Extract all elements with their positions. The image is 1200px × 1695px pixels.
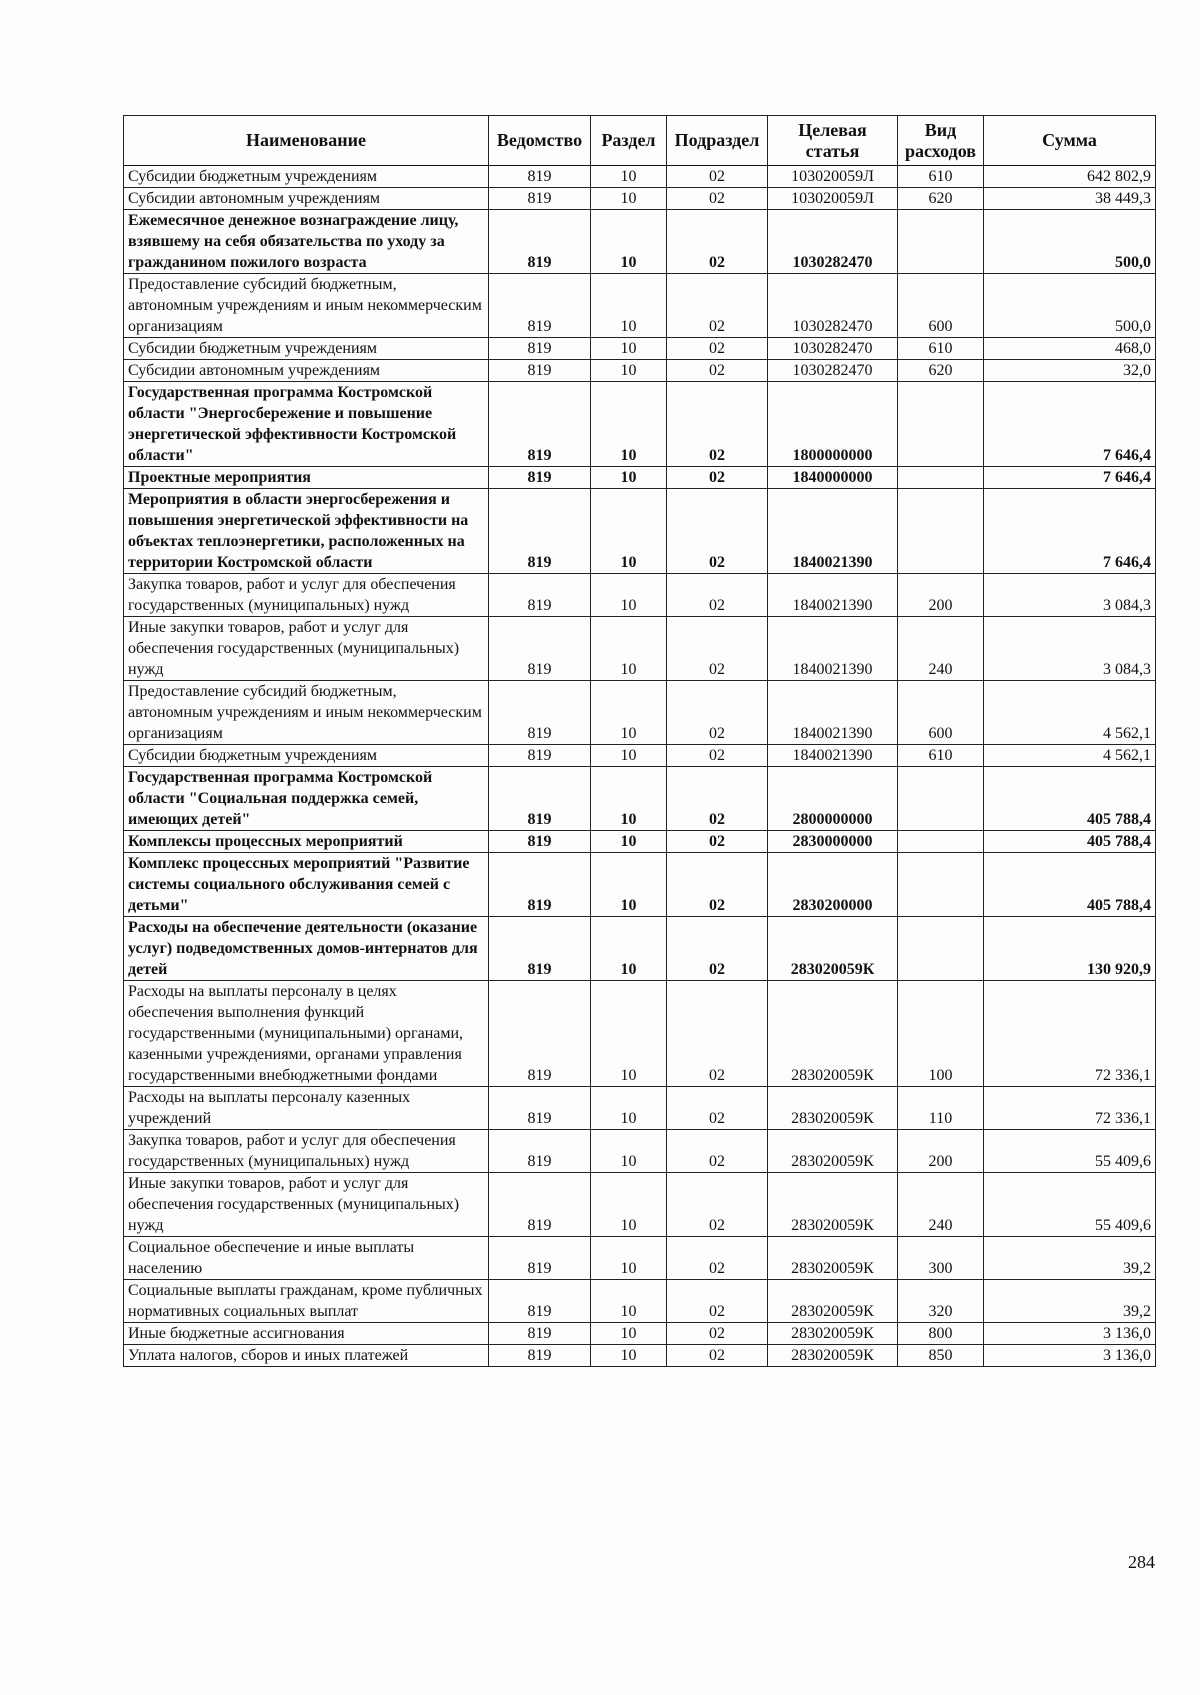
table-row	[124, 360, 1156, 382]
table-row	[124, 1130, 1156, 1173]
cell-vedomstvo: 819	[489, 338, 591, 360]
header-vid: Вид расходов	[898, 116, 984, 166]
table-row	[124, 166, 1156, 188]
cell-podrazdel: 02	[667, 981, 768, 1087]
cell-podrazdel: 02	[667, 210, 768, 274]
cell-target: 1030282470	[768, 360, 898, 382]
cell-razdel: 10	[591, 1173, 667, 1237]
cell-razdel: 10	[591, 681, 667, 745]
cell-sum: 39,2	[984, 1237, 1156, 1280]
cell-target: 103020059Л	[768, 166, 898, 188]
table-row	[124, 745, 1156, 767]
cell-podrazdel: 02	[667, 1345, 768, 1367]
cell-target: 283020059К	[768, 1237, 898, 1280]
cell-vedomstvo: 819	[489, 489, 591, 574]
budget-table	[123, 115, 1156, 1367]
cell-sum: 7 646,4	[984, 467, 1156, 489]
cell-razdel: 10	[591, 210, 667, 274]
cell-target: 1800000000	[768, 382, 898, 467]
cell-sum: 405 788,4	[984, 831, 1156, 853]
cell-name: Проектные мероприятия	[124, 467, 489, 489]
cell-vedomstvo: 819	[489, 853, 591, 917]
cell-sum: 55 409,6	[984, 1173, 1156, 1237]
cell-name: Иные бюджетные ассигнования	[124, 1323, 489, 1345]
cell-vid: 600	[898, 274, 984, 338]
cell-vid: 600	[898, 681, 984, 745]
cell-vedomstvo: 819	[489, 767, 591, 831]
cell-razdel: 10	[591, 467, 667, 489]
cell-podrazdel: 02	[667, 617, 768, 681]
cell-razdel: 10	[591, 1087, 667, 1130]
cell-podrazdel: 02	[667, 1237, 768, 1280]
cell-name: Расходы на выплаты персоналу казенных учреждений	[124, 1087, 489, 1130]
cell-vid	[898, 917, 984, 981]
header-row	[124, 116, 1156, 166]
cell-target: 1840021390	[768, 489, 898, 574]
table-row	[124, 617, 1156, 681]
cell-name: Закупка товаров, работ и услуг для обеспечения государственных (муниципальных) нужд	[124, 574, 489, 617]
cell-vid: 320	[898, 1280, 984, 1323]
cell-sum: 130 920,9	[984, 917, 1156, 981]
cell-razdel: 10	[591, 338, 667, 360]
cell-vedomstvo: 819	[489, 745, 591, 767]
cell-razdel: 10	[591, 917, 667, 981]
cell-vedomstvo: 819	[489, 1323, 591, 1345]
cell-razdel: 10	[591, 382, 667, 467]
table-row	[124, 1237, 1156, 1280]
cell-podrazdel: 02	[667, 489, 768, 574]
cell-vid	[898, 489, 984, 574]
cell-razdel: 10	[591, 767, 667, 831]
cell-podrazdel: 02	[667, 1323, 768, 1345]
table-row	[124, 1087, 1156, 1130]
header-sum: Сумма	[984, 116, 1156, 166]
cell-vid	[898, 210, 984, 274]
cell-vid: 300	[898, 1237, 984, 1280]
cell-podrazdel: 02	[667, 917, 768, 981]
table-row	[124, 210, 1156, 274]
cell-podrazdel: 02	[667, 467, 768, 489]
cell-vedomstvo: 819	[489, 188, 591, 210]
table-row	[124, 382, 1156, 467]
cell-sum: 500,0	[984, 210, 1156, 274]
cell-razdel: 10	[591, 617, 667, 681]
cell-sum: 32,0	[984, 360, 1156, 382]
cell-vid: 620	[898, 188, 984, 210]
cell-vedomstvo: 819	[489, 617, 591, 681]
table-row	[124, 917, 1156, 981]
cell-vedomstvo: 819	[489, 1087, 591, 1130]
cell-vid: 240	[898, 1173, 984, 1237]
cell-name: Иные закупки товаров, работ и услуг для обеспечения государственных (муниципальных) нужд	[124, 617, 489, 681]
cell-sum: 3 136,0	[984, 1345, 1156, 1367]
cell-podrazdel: 02	[667, 1280, 768, 1323]
cell-razdel: 10	[591, 360, 667, 382]
table-row	[124, 274, 1156, 338]
cell-podrazdel: 02	[667, 188, 768, 210]
cell-name: Социальное обеспечение и иные выплаты населению	[124, 1237, 489, 1280]
cell-name: Ежемесячное денежное вознаграждение лицу, взявшему на себя обязательства по уходу за гражданином пожилого возраста	[124, 210, 489, 274]
cell-name: Расходы на обеспечение деятельности (оказание услуг) подведомственных домов-интернатов для детей	[124, 917, 489, 981]
cell-target: 1840021390	[768, 617, 898, 681]
cell-target: 283020059К	[768, 1130, 898, 1173]
cell-podrazdel: 02	[667, 574, 768, 617]
cell-razdel: 10	[591, 1130, 667, 1173]
cell-vid: 200	[898, 1130, 984, 1173]
table-body	[124, 166, 1156, 1367]
cell-target: 2800000000	[768, 767, 898, 831]
cell-vid: 610	[898, 338, 984, 360]
cell-podrazdel: 02	[667, 853, 768, 917]
cell-podrazdel: 02	[667, 831, 768, 853]
cell-razdel: 10	[591, 1237, 667, 1280]
header-target: Целевая статья	[768, 116, 898, 166]
cell-vedomstvo: 819	[489, 1280, 591, 1323]
cell-vid	[898, 853, 984, 917]
cell-razdel: 10	[591, 1345, 667, 1367]
cell-sum: 3 084,3	[984, 574, 1156, 617]
cell-name: Государственная программа Костромской области "Социальная поддержка семей, имеющих детей"	[124, 767, 489, 831]
cell-razdel: 10	[591, 745, 667, 767]
cell-target: 283020059К	[768, 1280, 898, 1323]
cell-razdel: 10	[591, 274, 667, 338]
cell-sum: 39,2	[984, 1280, 1156, 1323]
cell-vedomstvo: 819	[489, 1237, 591, 1280]
table-row	[124, 1323, 1156, 1345]
cell-vedomstvo: 819	[489, 382, 591, 467]
cell-vid: 200	[898, 574, 984, 617]
cell-vid: 610	[898, 745, 984, 767]
cell-name: Комплекс процессных мероприятий "Развитие системы социального обслуживания семей с детьми"	[124, 853, 489, 917]
header-vedomstvo: Ведомство	[489, 116, 591, 166]
cell-razdel: 10	[591, 166, 667, 188]
cell-podrazdel: 02	[667, 767, 768, 831]
cell-target: 283020059К	[768, 981, 898, 1087]
cell-vedomstvo: 819	[489, 1130, 591, 1173]
cell-target: 103020059Л	[768, 188, 898, 210]
table-row	[124, 1280, 1156, 1323]
cell-target: 2830200000	[768, 853, 898, 917]
cell-podrazdel: 02	[667, 1130, 768, 1173]
cell-razdel: 10	[591, 188, 667, 210]
cell-razdel: 10	[591, 489, 667, 574]
cell-sum: 55 409,6	[984, 1130, 1156, 1173]
cell-target: 283020059К	[768, 1087, 898, 1130]
cell-name: Субсидии автономным учреждениям	[124, 188, 489, 210]
table-row	[124, 467, 1156, 489]
cell-name: Предоставление субсидий бюджетным, автономным учреждениям и иным некоммерческим организациям	[124, 681, 489, 745]
cell-name: Субсидии бюджетным учреждениям	[124, 166, 489, 188]
cell-sum: 3 084,3	[984, 617, 1156, 681]
cell-name: Закупка товаров, работ и услуг для обеспечения государственных (муниципальных) нужд	[124, 1130, 489, 1173]
cell-target: 1030282470	[768, 274, 898, 338]
cell-podrazdel: 02	[667, 681, 768, 745]
cell-vid: 610	[898, 166, 984, 188]
table-row	[124, 681, 1156, 745]
table-row	[124, 489, 1156, 574]
cell-vedomstvo: 819	[489, 210, 591, 274]
cell-razdel: 10	[591, 1280, 667, 1323]
cell-target: 1840021390	[768, 681, 898, 745]
cell-vid: 100	[898, 981, 984, 1087]
table-row	[124, 1345, 1156, 1367]
cell-vedomstvo: 819	[489, 681, 591, 745]
cell-razdel: 10	[591, 853, 667, 917]
cell-vid: 110	[898, 1087, 984, 1130]
cell-sum: 7 646,4	[984, 489, 1156, 574]
cell-vid	[898, 467, 984, 489]
header-razdel: Раздел	[591, 116, 667, 166]
cell-vid: 800	[898, 1323, 984, 1345]
cell-name: Субсидии автономным учреждениям	[124, 360, 489, 382]
cell-name: Социальные выплаты гражданам, кроме публичных нормативных социальных выплат	[124, 1280, 489, 1323]
table-row	[124, 574, 1156, 617]
cell-target: 1840021390	[768, 745, 898, 767]
cell-target: 1030282470	[768, 210, 898, 274]
page-number: 284	[1128, 1552, 1155, 1572]
cell-sum: 405 788,4	[984, 853, 1156, 917]
cell-vedomstvo: 819	[489, 981, 591, 1087]
cell-vid	[898, 382, 984, 467]
cell-name: Иные закупки товаров, работ и услуг для обеспечения государственных (муниципальных) нужд	[124, 1173, 489, 1237]
cell-razdel: 10	[591, 831, 667, 853]
cell-vid: 240	[898, 617, 984, 681]
cell-sum: 4 562,1	[984, 681, 1156, 745]
cell-vedomstvo: 819	[489, 360, 591, 382]
cell-podrazdel: 02	[667, 166, 768, 188]
cell-sum: 500,0	[984, 274, 1156, 338]
cell-vid	[898, 831, 984, 853]
cell-target: 1840021390	[768, 574, 898, 617]
cell-sum: 405 788,4	[984, 767, 1156, 831]
cell-podrazdel: 02	[667, 1173, 768, 1237]
cell-vid: 850	[898, 1345, 984, 1367]
cell-vedomstvo: 819	[489, 467, 591, 489]
table-row	[124, 767, 1156, 831]
cell-target: 283020059К	[768, 1345, 898, 1367]
cell-razdel: 10	[591, 981, 667, 1087]
cell-podrazdel: 02	[667, 274, 768, 338]
cell-sum: 72 336,1	[984, 1087, 1156, 1130]
cell-name: Расходы на выплаты персоналу в целях обеспечения выполнения функций государственными (муниципальными) органами, казенными учреждениями, органами управления государственными внебюджетными фондами	[124, 981, 489, 1087]
cell-vedomstvo: 819	[489, 166, 591, 188]
table-row	[124, 981, 1156, 1087]
cell-vid	[898, 767, 984, 831]
cell-target: 2830000000	[768, 831, 898, 853]
cell-name: Субсидии бюджетным учреждениям	[124, 745, 489, 767]
cell-sum: 38 449,3	[984, 188, 1156, 210]
cell-podrazdel: 02	[667, 1087, 768, 1130]
header-podrazdel: Подраздел	[667, 116, 768, 166]
cell-target: 283020059К	[768, 1173, 898, 1237]
cell-target: 283020059К	[768, 1323, 898, 1345]
table-row	[124, 1173, 1156, 1237]
table-row	[124, 853, 1156, 917]
header-name: Наименование	[124, 116, 489, 166]
cell-name: Субсидии бюджетным учреждениям	[124, 338, 489, 360]
cell-target: 1030282470	[768, 338, 898, 360]
cell-target: 283020059К	[768, 917, 898, 981]
cell-vedomstvo: 819	[489, 1173, 591, 1237]
cell-vid: 620	[898, 360, 984, 382]
cell-sum: 642 802,9	[984, 166, 1156, 188]
cell-podrazdel: 02	[667, 382, 768, 467]
cell-razdel: 10	[591, 574, 667, 617]
cell-podrazdel: 02	[667, 338, 768, 360]
cell-sum: 3 136,0	[984, 1323, 1156, 1345]
cell-vedomstvo: 819	[489, 831, 591, 853]
cell-target: 1840000000	[768, 467, 898, 489]
table-row	[124, 188, 1156, 210]
cell-name: Предоставление субсидий бюджетным, автономным учреждениям и иным некоммерческим организациям	[124, 274, 489, 338]
cell-name: Уплата налогов, сборов и иных платежей	[124, 1345, 489, 1367]
table-row	[124, 831, 1156, 853]
cell-vedomstvo: 819	[489, 917, 591, 981]
cell-podrazdel: 02	[667, 360, 768, 382]
table-row	[124, 338, 1156, 360]
cell-sum: 468,0	[984, 338, 1156, 360]
cell-name: Комплексы процессных мероприятий	[124, 831, 489, 853]
cell-podrazdel: 02	[667, 745, 768, 767]
cell-razdel: 10	[591, 1323, 667, 1345]
cell-vedomstvo: 819	[489, 274, 591, 338]
cell-sum: 7 646,4	[984, 382, 1156, 467]
cell-name: Мероприятия в области энергосбережения и повышения энергетической эффективности на объектах теплоэнергетики, расположенных на территории Костромской области	[124, 489, 489, 574]
cell-vedomstvo: 819	[489, 574, 591, 617]
cell-vedomstvo: 819	[489, 1345, 591, 1367]
cell-sum: 72 336,1	[984, 981, 1156, 1087]
cell-name: Государственная программа Костромской области "Энергосбережение и повышение энергетической эффективности Костромской области"	[124, 382, 489, 467]
cell-sum: 4 562,1	[984, 745, 1156, 767]
